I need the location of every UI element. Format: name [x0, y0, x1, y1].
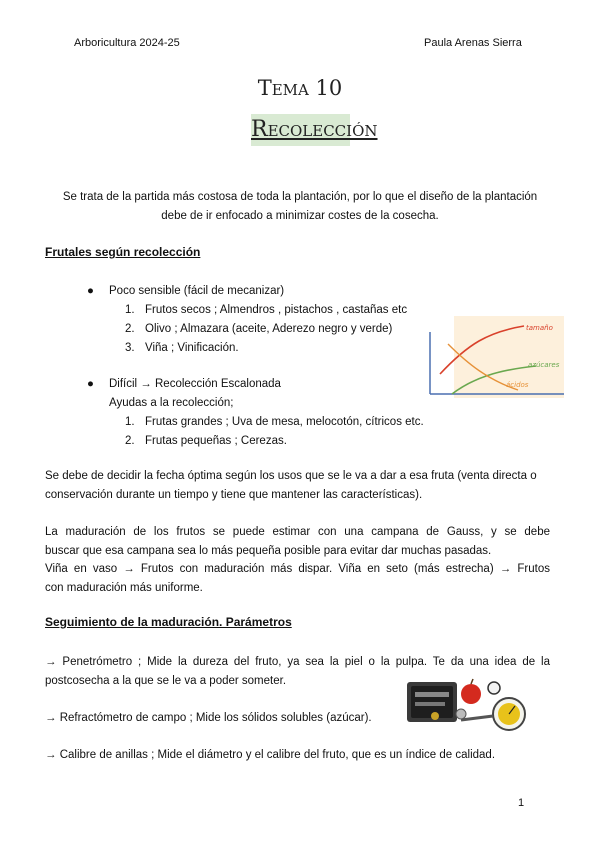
list-item: 3. Viña ; Vinificación.	[125, 342, 239, 354]
list-item: 2. Olivo ; Almazara (aceite, Aderezo negro y verde)	[125, 323, 393, 335]
kit-part	[431, 712, 439, 720]
section-heading-frutales: Frutales según recolección	[45, 245, 201, 259]
para-penetrometro-line-2: postcosecha a la que se le va a poder someter.	[45, 675, 287, 687]
bullet-label: Poco sensible (fácil de mecanizar)	[109, 285, 285, 297]
list-item: 1. Frutas grandes ; Uva de mesa, melocotón, cítricos etc.	[125, 416, 424, 428]
label-acidos: ácidos	[506, 381, 529, 389]
maturation-diagram	[418, 314, 566, 402]
para-gauss-line-4: con maduración más uniforme.	[45, 582, 203, 594]
page-subtitle: Recolección	[251, 114, 350, 146]
label-tamano: tamaño	[526, 324, 553, 332]
para-gauss-line-2: buscar que esa campana sea lo más pequeña posible para evitar dar muchas pasadas.	[45, 545, 492, 557]
bullet-icon: ●	[87, 285, 94, 297]
section-heading-seguimiento: Seguimiento de la maduración. Parámetros	[45, 615, 292, 629]
intro-line-2: debe de ir enfocado a minimizar costes de la cosecha.	[161, 210, 439, 222]
para-fecha-line-2: conservación durante un tiempo y tiene que mantener las características).	[45, 489, 423, 501]
bullet-icon: ●	[87, 378, 94, 390]
bullet-dificil	[87, 375, 281, 394]
probe-tip	[456, 709, 466, 719]
para-gauss-line-3: Viña en vaso → Frutos con maduración más dispar. Viña en seto (más estrecha) → Frutos	[45, 563, 550, 575]
page-title: Tema 10	[257, 76, 343, 100]
page-number: 1	[518, 797, 525, 809]
apple-icon	[461, 684, 481, 704]
bullet-sub: Ayudas a la recolección;	[109, 397, 234, 409]
bullet-label: Difícil → Recolección Escalonada	[109, 378, 281, 390]
para-penetrometro-line-1: → Penetrómetro ; Mide la dureza del fruto, ya sea la piel o la pulpa. Te da una idea de la	[45, 656, 550, 668]
header-course: Arboricultura 2024-25	[74, 37, 180, 49]
header-author: Paula Arenas Sierra	[424, 37, 522, 49]
para-fecha-line-1: Se debe de decidir la fecha óptima según los usos que se le va a dar a esa fruta (venta directa o	[45, 470, 537, 482]
intro-line-1: Se trata de la partida más costosa de toda la plantación, por lo que el diseño de la plantación	[62, 191, 538, 203]
penetrometer-image	[405, 672, 530, 734]
label-azucares: azúcares	[528, 361, 560, 369]
para-refractometro: → Refractómetro de campo ; Mide los sólidos solubles (azúcar).	[45, 712, 372, 724]
list-item: 1. Frutos secos ; Almendros , pistachos , castañas etc	[125, 304, 408, 316]
apple-stem	[471, 679, 473, 684]
small-gauge-icon	[488, 682, 500, 694]
bullet-poco-sensible	[87, 282, 285, 301]
kit-tool	[415, 692, 449, 697]
kit-tool	[415, 702, 445, 706]
para-calibre: → Calibre de anillas ; Mide el diámetro y el calibre del fruto, que es un índice de calidad.	[45, 749, 496, 761]
list-item: 2. Frutas pequeñas ; Cerezas.	[125, 435, 287, 447]
para-gauss-line-1: La maduración de los frutos se puede estimar con una campana de Gauss, y se debe	[45, 526, 550, 538]
